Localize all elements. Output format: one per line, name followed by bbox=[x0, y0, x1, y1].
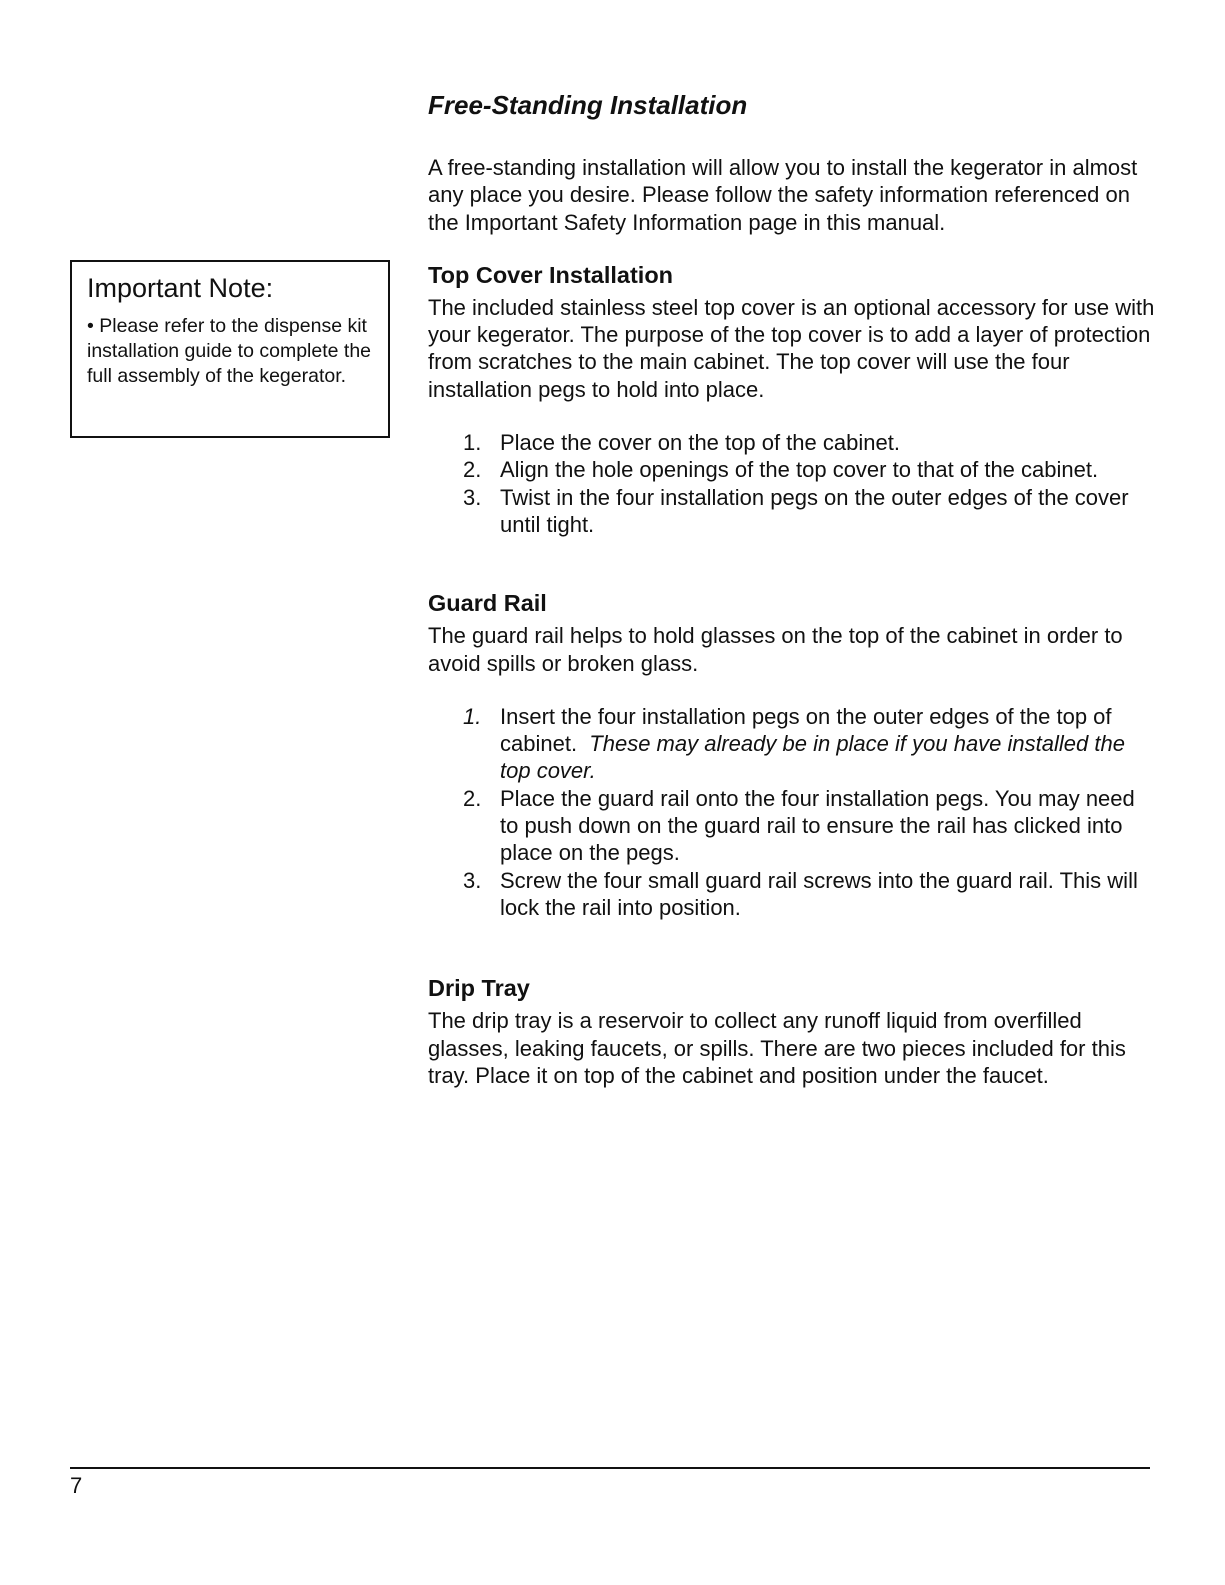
guard-rail-body: The guard rail helps to hold glasses on the top of the cabinet in order to avoid spills or broken glass. bbox=[428, 623, 1123, 676]
main-column bbox=[428, 86, 1158, 1089]
note-text: • Please refer to the dispense kit installation guide to complete the full assembly of the kegerator. bbox=[87, 315, 372, 387]
step-number: 3. bbox=[463, 484, 482, 510]
step-number: 2. bbox=[463, 457, 482, 483]
step-number: 1. bbox=[463, 430, 482, 456]
list-item bbox=[428, 703, 1158, 785]
drip-tray-heading: Drip Tray bbox=[428, 975, 530, 1002]
top-cover-body: The included stainless steel top cover is an optional accessory for use with your kegerator. The purpose of the top cover is to add a layer of protection from scratches to the main cabinet. The top cover will use the four installation pegs to hold into place. bbox=[428, 294, 1155, 402]
step-number: 2. bbox=[463, 785, 482, 811]
list-item bbox=[428, 867, 1158, 922]
step-text: Insert the four installation pegs on the outer edges of the top of cabinet. bbox=[500, 703, 1112, 757]
guard-rail-heading: Guard Rail bbox=[428, 590, 547, 617]
footer-rule bbox=[70, 1467, 1150, 1469]
step-text: Twist in the four installation pegs on the outer edges of the cover until tight. bbox=[500, 484, 1129, 537]
list-item bbox=[428, 785, 1158, 867]
list-item bbox=[428, 456, 1158, 483]
step-text: Align the hole openings of the top cover to that of the cabinet. bbox=[500, 457, 1099, 483]
step-text: Place the cover on the top of the cabinet. bbox=[500, 430, 900, 456]
important-note-box bbox=[70, 260, 390, 438]
page-number: 7 bbox=[70, 1473, 83, 1498]
note-title: Important Note: bbox=[87, 273, 274, 303]
page-title: Free-Standing Installation bbox=[428, 90, 748, 120]
intro-paragraph: A free-standing installation will allow you to install the kegerator in almost any place you desire. Please follow the safety information referenced on the Important Safety Information page in this manual. bbox=[428, 155, 1138, 235]
step-number: 3. bbox=[463, 867, 482, 893]
guard-rail-steps bbox=[428, 703, 1158, 921]
step-number: 1. bbox=[463, 703, 482, 729]
list-item bbox=[428, 484, 1158, 539]
drip-tray-body: The drip tray is a reservoir to collect any runoff liquid from overfilled glasses, leaking faucets, or spills. There are two pieces included for this tray. Place it on top of the cabinet and position under the faucet. bbox=[428, 1008, 1126, 1088]
list-item bbox=[428, 429, 1158, 456]
top-cover-steps bbox=[428, 429, 1158, 538]
step-text: Place the guard rail onto the four installation pegs. You may need to push down on the guard rail to ensure the rail has clicked into place on the pegs. bbox=[500, 785, 1135, 866]
step-text: Screw the four small guard rail screws into the guard rail. This will lock the rail into position. bbox=[500, 867, 1138, 920]
top-cover-heading: Top Cover Installation bbox=[428, 261, 674, 288]
step-note: These may already be in place if you have installed the top cover. bbox=[500, 731, 1125, 784]
